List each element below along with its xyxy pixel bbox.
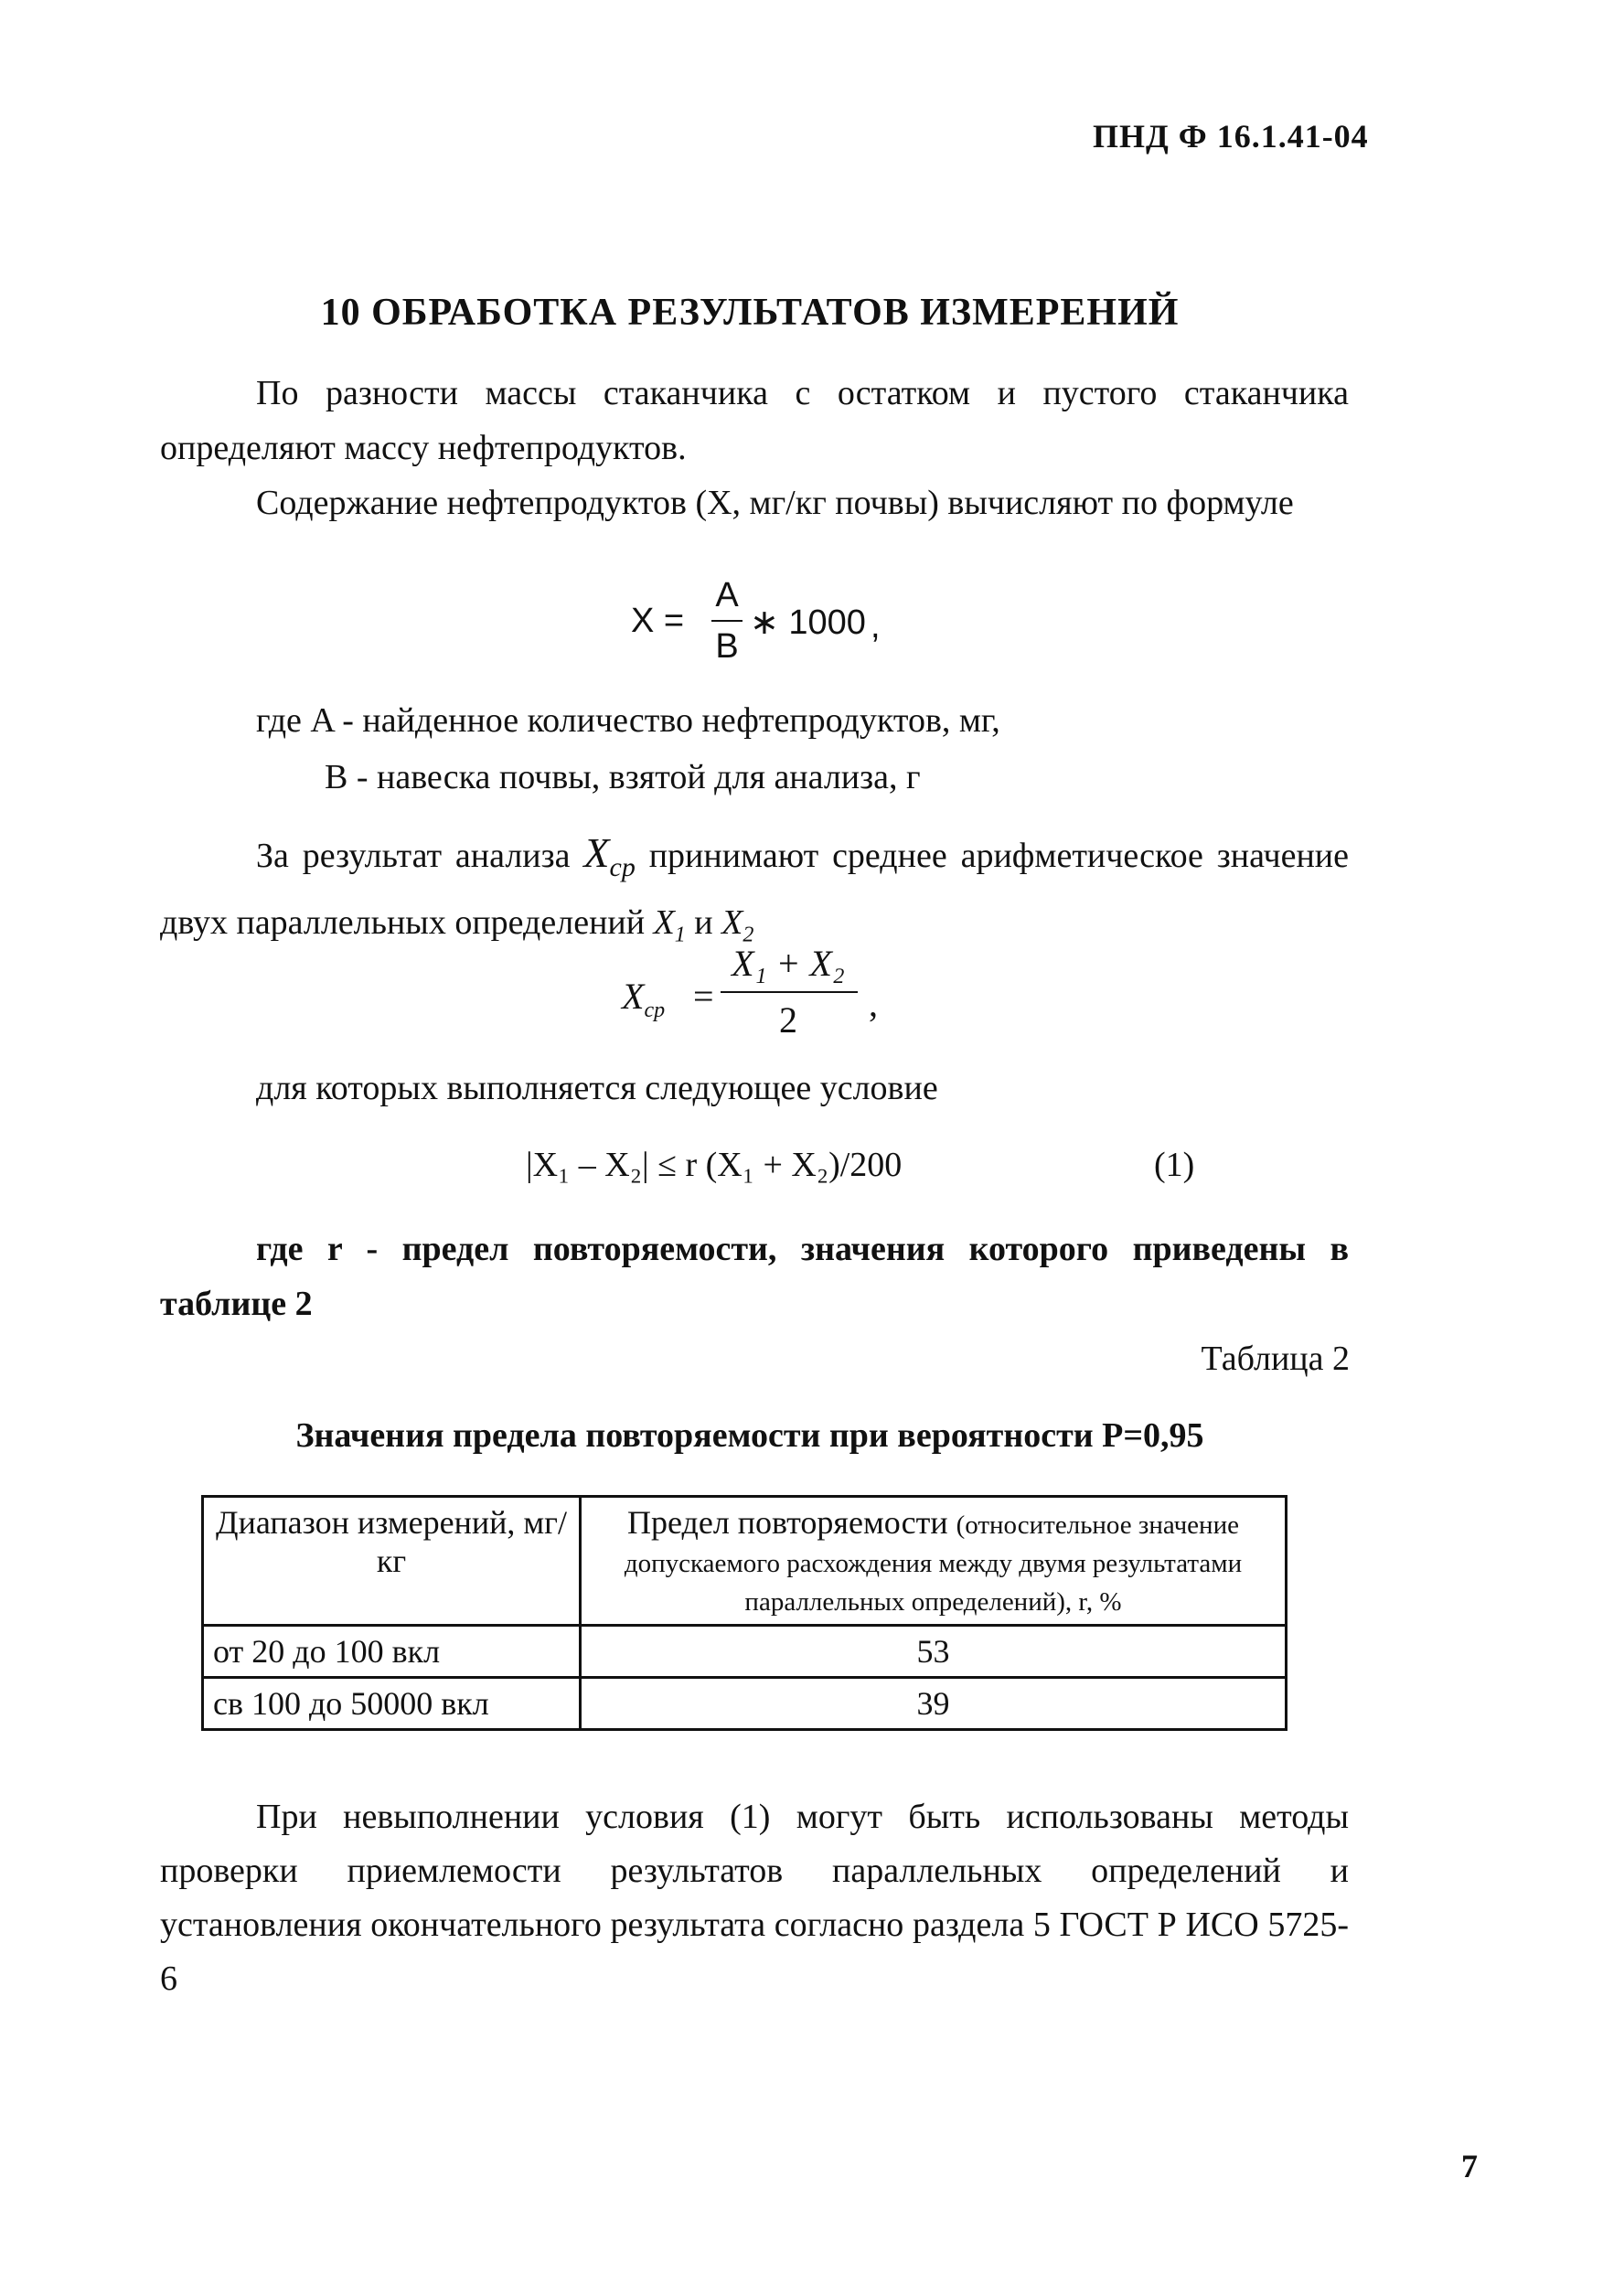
formula-x-lhs: X = bbox=[631, 602, 685, 640]
formula-x-numerator: A bbox=[715, 576, 739, 614]
paragraph-content bbox=[160, 475, 1349, 530]
where-b bbox=[325, 750, 1239, 805]
document-code: ПНД Ф 16.1.41-04 bbox=[1093, 118, 1369, 155]
formula-condition-number: (1) bbox=[1154, 1146, 1195, 1184]
formula-xcp-comma: , bbox=[869, 983, 878, 1024]
paragraph-content-text: Содержание нефтепродуктов (X, мг/кг почвы) вычисляют по формуле bbox=[256, 484, 1294, 522]
table-header-row bbox=[203, 1497, 1287, 1626]
formula-x-multiplier: ∗ 1000 bbox=[750, 603, 866, 642]
formula-xcp-equals: = bbox=[693, 976, 714, 1017]
formula-xcp-lhs-sub: ср bbox=[644, 998, 666, 1022]
paragraph-failure-text: При невыполнении условия (1) могут быть использованы методы проверки приемлемости результатов параллельных определений и установления окончательного результата согласно раздела 5 ГОСТ Р ИСО 5725-6 bbox=[160, 1798, 1349, 1998]
x1-and-x2 bbox=[653, 903, 754, 947]
repeatability-table bbox=[201, 1495, 1287, 1731]
x2-base: X bbox=[721, 903, 743, 943]
row1-value: 53 bbox=[581, 1626, 1287, 1678]
table-row bbox=[203, 1678, 1287, 1730]
paragraph-repeatability-text: где r - предел повторяемости, значения которого приведены в таблице 2 bbox=[160, 1230, 1349, 1323]
header-range: Диапазон измерений, мг/кг bbox=[203, 1497, 581, 1626]
where-a-text: где A - найденное количество нефтепродуктов, мг, bbox=[256, 701, 1000, 740]
paragraph-mass-text: По разности массы стаканчика с остатком и пустого стаканчика определяют массу нефтепродуктов. bbox=[160, 374, 1349, 467]
where-b-text: B - навеска почвы, взятой для анализа, г bbox=[325, 758, 921, 796]
paragraph-condition bbox=[160, 1061, 1349, 1116]
table-row bbox=[203, 1626, 1287, 1678]
row2-range: св 100 до 50000 вкл bbox=[203, 1678, 581, 1730]
formula-condition: |X₁ – X₂| ≤ r (X₁ + X₂)/200 bbox=[526, 1146, 903, 1184]
header-limit-main: Предел повторяемости bbox=[627, 1504, 948, 1541]
table-caption: Таблица 2 bbox=[1201, 1340, 1350, 1378]
header-limit bbox=[581, 1497, 1287, 1626]
section-title: 10 ОБРАБОТКА РЕЗУЛЬТАТОВ ИЗМЕРЕНИЙ bbox=[320, 292, 1180, 334]
xcp-sub: cp bbox=[609, 852, 636, 883]
formula-x-fraction-bar bbox=[711, 620, 743, 622]
x2-sub: 2 bbox=[743, 923, 754, 947]
header-limit-note: (относительное значение допускаемого расхождения между двумя результатами параллельных определений), r, % bbox=[624, 1511, 1243, 1617]
paragraph-repeatability bbox=[160, 1222, 1349, 1331]
formula-x bbox=[631, 576, 924, 677]
xcp-base: X bbox=[583, 829, 610, 876]
table-title: Значения предела повторяемости при вероятности P=0,95 bbox=[295, 1416, 1204, 1455]
row2-value: 39 bbox=[581, 1678, 1287, 1730]
paragraph-result-after: принимают среднее арифметическое значение двух параллельных определений bbox=[160, 837, 1349, 943]
formula-xcp-numerator: X₁ + X₂ bbox=[732, 943, 845, 984]
x1-sub: 1 bbox=[674, 923, 686, 947]
xcp-symbol bbox=[583, 829, 636, 883]
formula-xcp-denominator: 2 bbox=[779, 999, 797, 1041]
formula-xcp-lhs-base: X bbox=[622, 976, 645, 1017]
paragraph-result-before: За результат анализа bbox=[256, 837, 571, 875]
formula-x-comma: , bbox=[871, 607, 881, 646]
x1-base: X bbox=[653, 903, 675, 943]
formula-xcp-fraction-bar bbox=[721, 991, 858, 993]
formula-x-denominator: B bbox=[715, 627, 739, 666]
paragraph-failure bbox=[160, 1790, 1349, 2006]
where-a bbox=[160, 693, 1349, 748]
paragraph-mass bbox=[160, 366, 1349, 475]
formula-xcp-lhs bbox=[622, 975, 665, 1023]
row1-range: от 20 до 100 вкл bbox=[203, 1626, 581, 1678]
paragraph-condition-text: для которых выполняется следующее условие bbox=[256, 1069, 938, 1107]
formula-xcp bbox=[622, 942, 914, 1052]
page-number: 7 bbox=[1461, 2148, 1478, 2184]
and-word: и bbox=[694, 903, 713, 943]
